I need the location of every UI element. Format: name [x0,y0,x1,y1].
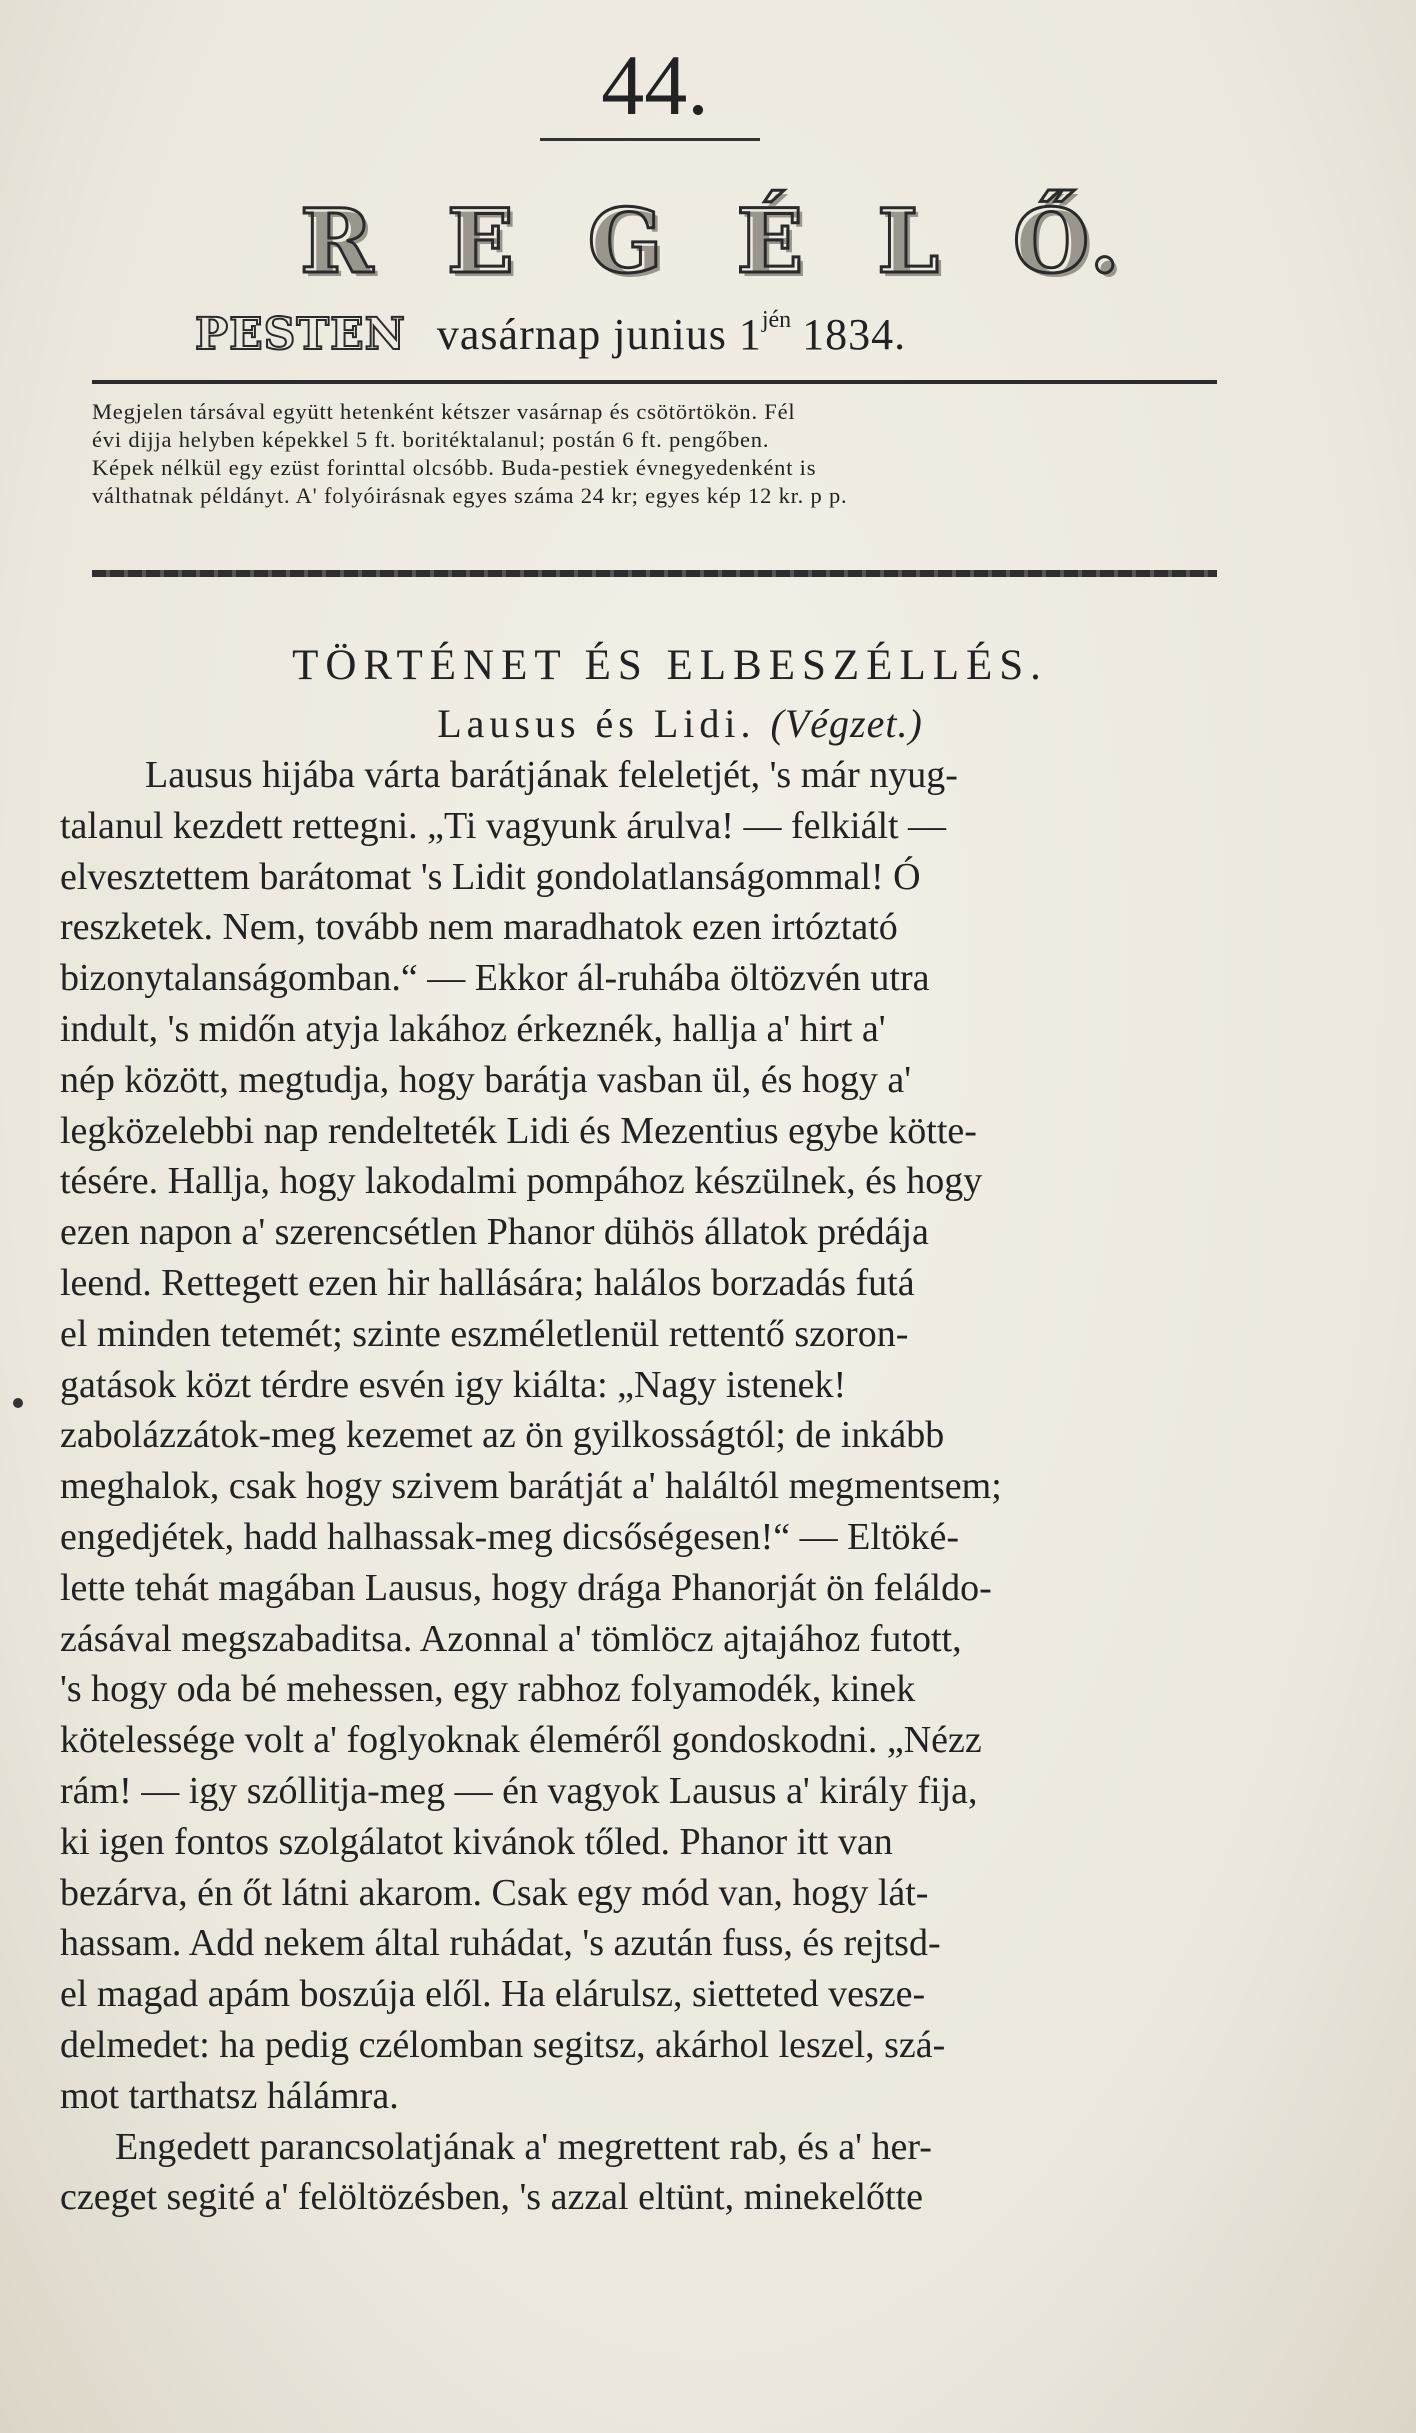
text-line: czeget segité a' felöltözésben, 's azzal eltünt, minekelőtte [60,2176,924,2219]
dateline [195,290,1195,360]
dateline-year: 1834. [802,310,907,359]
text-line: Lausus hijába várta barátjának feleletjét, 's már nyug- [145,754,958,796]
subscription-line: válthatnak példányt. A' folyóirásnak egyes száma 24 kr; egyes kép 12 kr. p p. [92,483,848,508]
text-line: gatások közt térdre esvén igy kiálta: „Nagy istenek! [60,1363,847,1406]
story-title-line [330,698,1030,750]
text-line: indult, 's midőn atyja lakához érkeznék, hallja a' hirt a' [60,1007,886,1050]
text-line: legközelebbi nap rendelteték Lidi és Mezentius egybe kötte- [60,1109,977,1152]
decorative-divider [92,570,1217,577]
masthead-letter: G [587,189,663,293]
article-body [60,750,1210,2223]
text-line: leend. Rettegett ezen hir hallására; halálos borzadás futá [60,1261,915,1304]
header-divider [92,380,1217,384]
text-line: bezárva, én őt látni akarom. Csak egy mód van, hogy lát- [60,1871,929,1914]
text-line: nép között, megtudja, hogy barátja vasban ül, és hogy a' [60,1058,912,1101]
text-line: rám! — igy szóllitja-meg — én vagyok Lausus a' király fija, [60,1769,978,1812]
text-line: zabolázzátok-meg kezemet az ön gyilkosságtól; de inkább [60,1414,945,1457]
text-line: delmedet: ha pedig czélomban segitsz, akárhol leszel, szá- [60,2023,946,2066]
subscription-line: évi dijja helyben képekkel 5 ft. boritéktalanul; postán 6 ft. pengőben. [92,427,770,452]
masthead-title [300,176,1120,293]
subscription-notice [92,398,1217,510]
text-line: talanul kezdett rettegni. „Ti vagyunk árulva! — felkiált — [60,804,947,847]
margin-mark [13,1398,23,1408]
dateline-city: PESTEN [195,309,406,360]
text-line: 's hogy oda bé mehessen, egy rabhoz folyamodék, kinek [60,1668,916,1711]
text-line: bizonytalanságomban.“ — Ekkor ál-ruhába öltözvén utra [60,957,930,1000]
masthead-letter: R [300,189,374,293]
text-line: reszketek. Nem, tovább nem maradhatok ezen irtóztató [60,906,898,949]
issue-number-rule [540,138,760,141]
text-line: hassam. Add nekem által ruhádat, 's azután fuss, és rejtsd- [60,1922,941,1965]
masthead-letter: Ő. [1012,189,1120,293]
text-line: zásával megszabaditsa. Azonnal a' tömlöcz ajtajához futott, [60,1617,962,1660]
dateline-day: vasárnap junius 1 [436,310,762,359]
text-line: mot tarthatsz hálámra. [60,2074,399,2117]
text-line: ki igen fontos szolgálatot kivánok tőled. Phanor itt van [60,1820,893,1863]
dateline-ordinal: jén [761,307,792,333]
text-line: kötelessége volt a' foglyoknak éleméről gondoskodni. „Nézz [60,1719,982,1762]
masthead-letter: É [736,189,804,293]
text-line: elvesztettem barátomat 's Lidit gondolatlanságommal! Ó [60,855,921,898]
masthead-letter: L [877,189,940,293]
section-title: TÖRTÉNET ÉS ELBESZÉLLÉS. [292,642,1048,689]
story-subtitle: (Végzet.) [770,701,923,746]
text-line: Engedett parancsolatjának a' megrettent rab, és a' her- [115,2125,932,2168]
text-line: meghalok, csak hogy szivem barátját a' haláltól megmentsem; [60,1465,1002,1508]
masthead-letter: E [446,189,514,293]
issue-number: 44. [601,37,709,133]
subscription-line: Képek nélkül egy ezüst forinttal olcsóbb. Buda-pestiek évnegyedenként is [92,455,817,480]
text-line: tésére. Hallja, hogy lakodalmi pompához készülnek, és hogy [60,1160,983,1203]
text-line: lette tehát magában Lausus, hogy drága Phanorját ön feláldo- [60,1566,992,1609]
story-title: Lausus és Lidi. [437,701,756,746]
text-line: ezen napon a' szerencsétlen Phanor dühös állatok prédája [60,1211,929,1254]
subscription-line: Megjelen társával együtt hetenként kétszer vasárnap és csötörtökön. Fél [92,399,796,424]
text-line: el magad apám boszúja elől. Ha elárulsz, sietteted vesze- [60,1973,926,2016]
text-line: el minden tetemét; szinte eszméletlenül rettentő szoron- [60,1312,909,1355]
text-line: engedjétek, hadd halhassak-meg dicsőségesen!“ — Eltöké- [60,1515,960,1558]
